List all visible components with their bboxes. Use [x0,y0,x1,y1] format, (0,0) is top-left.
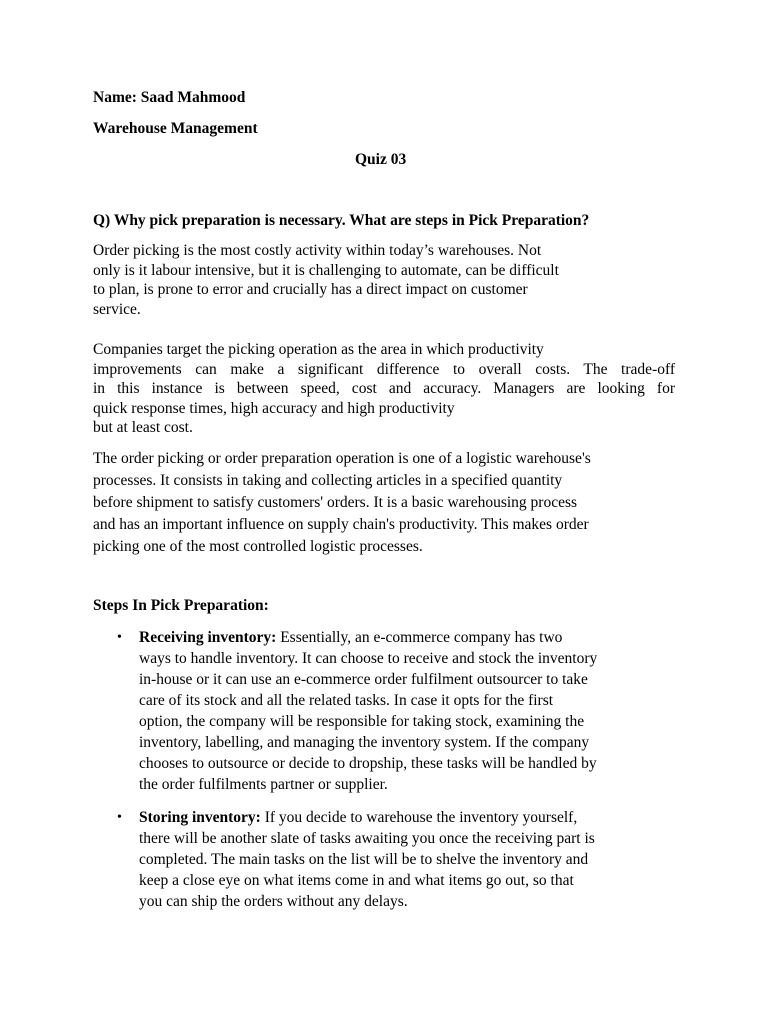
course-title: Warehouse Management [93,120,258,137]
paragraph-1 [93,241,675,319]
question-heading: Q) Why pick preparation is necessary. What are steps in Pick Preparation? [93,212,590,229]
bullet-line: inventory, labelling, and managing the inventory system. If the company [139,734,590,751]
paragraph-line: improvements can make a significant difference to overall costs. The trade-off [93,360,675,378]
paragraph-line: picking one of the most controlled logistic processes. [93,538,423,555]
quiz-title: Quiz 03 [355,151,407,168]
bullet-first-line [139,807,675,828]
bullet-line: in-house or it can use an e-commerce order fulfilment outsourcer to take [139,671,588,688]
bullet-line: care of its stock and all the related tasks. In case it opts for the first [139,692,554,709]
bullet-text: If you decide to warehouse the inventory yourself, [260,809,578,826]
bullet-receiving-inventory [139,627,675,795]
bullet-line: completed. The main tasks on the list will be to shelve the inventory and [139,851,589,868]
bullet-icon: • [117,810,122,825]
paragraph-line: and has an important influence on supply chain's productivity. This makes order [93,516,589,533]
paragraph-line: Companies target the picking operation as the area in which productivity [93,341,544,358]
paragraph-line: but at least cost. [93,419,193,437]
bullet-line: there will be another slate of tasks awaiting you once the receiving part is [139,830,595,847]
bullet-term: Receiving inventory: [139,629,277,646]
bullet-first-line [139,627,675,648]
paragraph-line: quick response times, high accuracy and high productivity [93,399,455,417]
bullet-text: Essentially, an e-commerce company has two [276,629,563,646]
paragraph-line: The order picking or order preparation operation is one of a logistic warehouse's [93,450,591,467]
paragraph-line: Order picking is the most costly activity within today’s warehouses. Not [93,242,542,259]
bullet-line: the order fulfilments partner or supplier. [139,776,388,793]
paragraph-line: service. [93,300,141,318]
bullet-line: option, the company will be responsible for taking stock, examining the [139,713,585,730]
bullet-storing-inventory [139,807,675,912]
bullet-term: Storing inventory: [139,809,261,826]
paragraph-line: before shipment to satisfy customers' orders. It is a basic warehousing process [93,494,578,511]
bullet-line: chooses to outsource or decide to dropship, these tasks will be handled by [139,755,597,772]
bullet-icon: • [117,630,122,645]
paragraph-3 [93,448,675,558]
bullet-line: keep a close eye on what items come in and what items go out, so that [139,872,574,889]
paragraph-2 [93,340,675,438]
paragraph-line: only is it labour intensive, but it is challenging to automate, can be difficult [93,261,559,279]
steps-heading: Steps In Pick Preparation: [93,597,269,614]
paragraph-line: to plan, is prone to error and crucially has a direct impact on customer [93,281,528,299]
paragraph-line: processes. It consists in taking and collecting articles in a specified quantity [93,472,563,489]
paragraph-line: in this instance is between speed, cost and accuracy. Managers are looking for [93,380,675,398]
bullet-line: you can ship the orders without any delays. [139,893,408,910]
student-name: Name: Saad Mahmood [93,89,246,106]
bullet-line: ways to handle inventory. It can choose to receive and stock the inventory [139,650,598,667]
